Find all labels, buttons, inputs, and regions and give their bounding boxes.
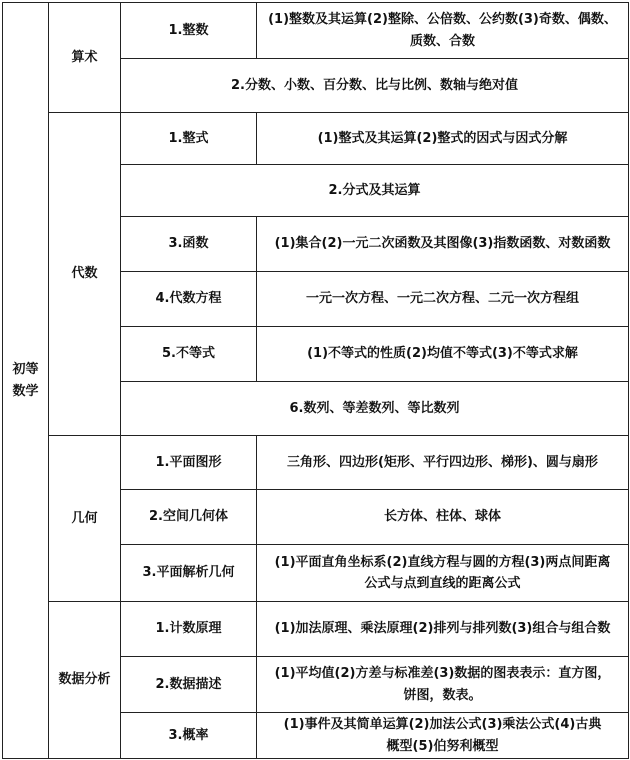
topic-label-functions: 3.函数 (121, 217, 257, 272)
section-label-geometry: 几何 (49, 436, 121, 602)
content-line: (1)平均值(2)方差与标准差(3)数据的图表表示：直方图， (274, 666, 611, 682)
topic-content-analytic-geometry (257, 545, 629, 602)
topic-label-data-description: 2.数据描述 (121, 657, 257, 713)
topic-label-inequalities: 5.不等式 (121, 327, 257, 382)
topic-content-equations: 一元一次方程、一元二次方程、二元一次方程组 (257, 272, 629, 327)
content-line: (1)整数及其运算(2)整除、公倍数、公约数(3)奇数、偶数、 (268, 12, 617, 28)
content-line: 公式与点到直线的距离公式 (364, 576, 521, 591)
topic-content-counting: (1)加法原理、乘法原理(2)排列与排列数(3)组合与组合数 (257, 602, 629, 657)
root-category-line2: 数学 (12, 383, 39, 399)
topic-content-polynomials: (1)整式及其运算(2)整式的因式与因式分解 (257, 113, 629, 165)
content-line: 饼图，数表。 (403, 687, 482, 703)
topic-label-plane-figures: 1.平面图形 (121, 436, 257, 490)
table-row (3, 602, 629, 657)
table-row (3, 3, 629, 59)
topic-content-plane-figures: 三角形、四边形(矩形、平行四边形、梯形)、圆与扇形 (257, 436, 629, 490)
section-label-data-analysis: 数据分析 (49, 602, 121, 759)
table-row (3, 113, 629, 165)
topic-merged-fractional-expressions: 2.分式及其运算 (121, 165, 629, 217)
topic-label-solid-geometry: 2.空间几何体 (121, 490, 257, 545)
topic-content-solid-geometry: 长方体、柱体、球体 (257, 490, 629, 545)
topic-content-probability (257, 713, 629, 759)
topic-label-polynomials: 1.整式 (121, 113, 257, 165)
topic-content-inequalities: (1)不等式的性质(2)均值不等式(3)不等式求解 (257, 327, 629, 382)
topic-content-data-description (257, 657, 629, 713)
section-label-algebra: 代数 (49, 113, 121, 436)
topic-merged-sequences: 6.数列、等差数列、等比数列 (121, 382, 629, 436)
content-line: 质数、合数 (409, 33, 475, 49)
topic-content-functions: (1)集合(2)一元二次函数及其图像(3)指数函数、对数函数 (257, 217, 629, 272)
topic-content-integers (257, 3, 629, 59)
topic-label-integers: 1.整数 (121, 3, 257, 59)
topic-label-probability: 3.概率 (121, 713, 257, 759)
topic-label-equations: 4.代数方程 (121, 272, 257, 327)
topic-label-counting: 1.计数原理 (121, 602, 257, 657)
syllabus-table (2, 2, 629, 759)
content-line: (1)平面直角坐标系(2)直线方程与圆的方程(3)两点间距离 (274, 554, 611, 570)
topic-merged-fractions: 2.分数、小数、百分数、比与比例、数轴与绝对值 (121, 59, 629, 113)
table-row (3, 436, 629, 490)
topic-label-analytic-geometry: 3.平面解析几何 (121, 545, 257, 602)
content-line: 概型(5)伯努利概型 (386, 738, 499, 754)
content-line: (1)事件及其简单运算(2)加法公式(3)乘法公式(4)古典 (283, 717, 602, 733)
section-label-arithmetic: 算术 (49, 3, 121, 113)
root-category-cell (3, 3, 49, 759)
root-category-line1: 初等 (12, 362, 39, 378)
